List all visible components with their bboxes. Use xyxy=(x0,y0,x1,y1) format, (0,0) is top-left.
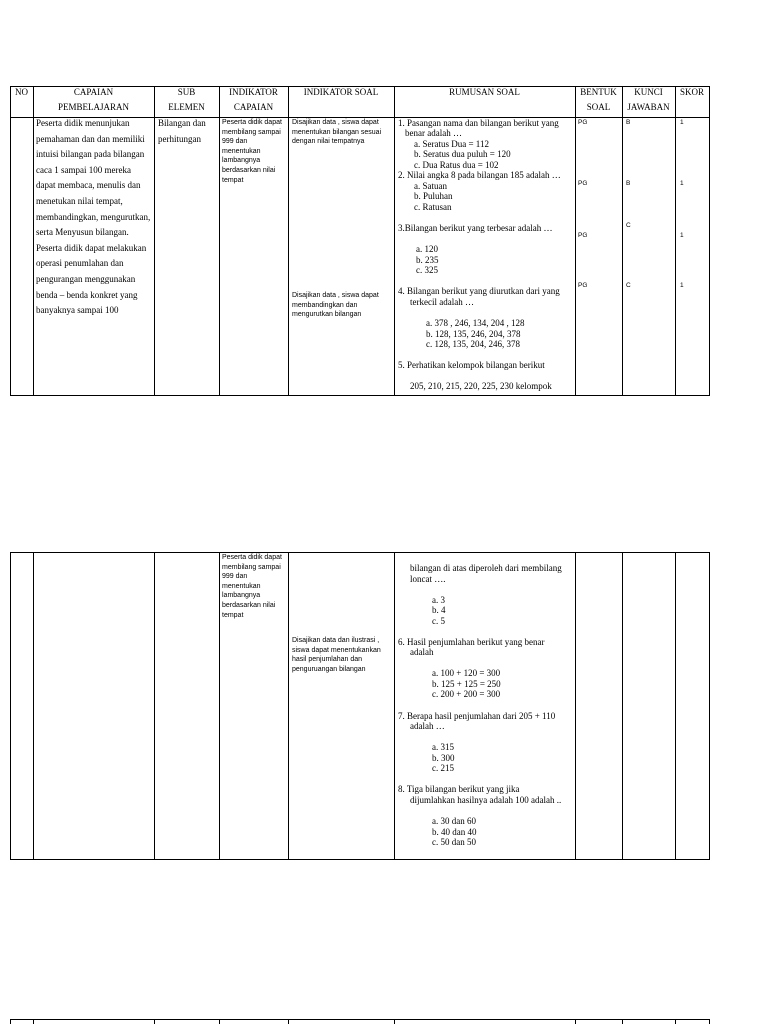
question-5-line-2: 205, 210, 215, 220, 225, 230 kelompok xyxy=(410,381,552,391)
header-no: NO xyxy=(15,87,28,97)
header-indikator: INDIKATOR xyxy=(229,87,278,97)
question-1-option-a: a. Seratus Dua = 112 xyxy=(414,139,489,149)
header-indikator-soal: INDIKATOR SOAL xyxy=(303,87,379,97)
header-bentuk: BENTUK xyxy=(580,87,617,97)
question-7-option-b: b. 300 xyxy=(432,753,455,763)
question-3-option-b: b. 235 xyxy=(416,255,439,265)
bentuk-soal-4: PG xyxy=(578,282,588,289)
question-1-option-b: b. Seratus dua puluh = 120 xyxy=(414,149,511,159)
indikator-capaian-text: Peserta didik dapat membilang sampai 999 dan menentukan lambangnya berdasarkan nilai tempat xyxy=(222,119,282,184)
question-1-line-1: 1. Pasangan nama dan bilangan berikut yang xyxy=(398,118,559,128)
question-2-option-c: c. Ratusan xyxy=(414,202,452,212)
question-6-line-2: adalah xyxy=(410,647,434,657)
header-kunci: KUNCI xyxy=(634,87,663,97)
header-sub: SUB xyxy=(177,87,196,97)
kunci-jawaban-2: B xyxy=(626,180,631,187)
indikator-soal-text-3: Disajikan data dan ilustrasi , siswa dapat menentukankan hasil penjumlahan dan penguruangan bilangan xyxy=(292,637,381,673)
question-3-line-1: 3.Bilangan berikut yang terbesar adalah … xyxy=(398,223,553,233)
question-3-option-a: a. 120 xyxy=(416,244,438,254)
question-5-line-3: bilangan di atas diperoleh dari membilang xyxy=(410,563,562,573)
skor-2: 1 xyxy=(680,180,684,187)
question-1-option-c: c. Dua Ratus dua = 102 xyxy=(414,160,499,170)
header-soal: SOAL xyxy=(586,102,611,112)
header-jawaban: JAWABAN xyxy=(627,102,670,112)
indikator-capaian-text-2: Peserta didik dapat membilang sampai 999 dan menentukan lambangnya berdasarkan nilai tempat xyxy=(222,554,282,619)
skor-4: 1 xyxy=(680,282,684,289)
skor-1: 1 xyxy=(680,119,684,126)
question-3-option-c: c. 325 xyxy=(416,265,438,275)
question-1-line-2: benar adalah … xyxy=(405,128,462,138)
question-8-option-c: c. 50 dan 50 xyxy=(432,837,476,847)
question-5-line-4: loncat …. xyxy=(410,574,446,584)
kunci-jawaban-1: B xyxy=(626,119,631,126)
header-pembelajaran: PEMBELAJARAN xyxy=(57,102,129,112)
question-5-line-1: 5. Perhatikan kelompok bilangan berikut xyxy=(398,360,545,370)
question-6-option-b: b. 125 + 125 = 250 xyxy=(432,679,501,689)
question-6-line-1: 6. Hasil penjumlahan berikut yang benar xyxy=(398,637,545,647)
question-4-option-a: a. 378 , 246, 134, 204 , 128 xyxy=(426,318,525,328)
indikator-soal-text-1: Disajikan data , siswa dapat menentukan bilangan sesuai dengan nilai tempatnya xyxy=(292,119,382,146)
indikator-soal-text-2: Disajikan data , siswa dapat membandingkan dan mengurutkan bilangan xyxy=(292,292,379,319)
bentuk-soal-3: PG xyxy=(578,232,588,239)
header-indikator-capaian: CAPAIAN xyxy=(233,102,274,112)
question-4-option-c: c. 128, 135, 204, 246, 378 xyxy=(426,339,520,349)
kunci-jawaban-4: C xyxy=(626,282,631,289)
question-8-option-a: a. 30 dan 60 xyxy=(432,816,476,826)
kunci-jawaban-3: C xyxy=(626,222,631,229)
bentuk-soal-2: PG xyxy=(578,180,588,187)
header-skor: SKOR xyxy=(679,87,704,97)
question-5-option-a: a. 3 xyxy=(432,595,445,605)
question-8-option-b: b. 40 dan 40 xyxy=(432,827,477,837)
question-2-line-1: 2. Nilai angka 8 pada bilangan 185 adalah … xyxy=(398,170,561,180)
sub-elemen-text: Bilangan dan perhitungan xyxy=(158,118,206,144)
question-5-option-c: c. 5 xyxy=(432,616,445,626)
question-6-option-a: a. 100 + 120 = 300 xyxy=(432,668,501,678)
skor-3: 1 xyxy=(680,232,684,239)
question-2-option-b: b. Puluhan xyxy=(414,191,453,201)
header-elemen: ELEMEN xyxy=(168,102,205,112)
bentuk-soal-1: PG xyxy=(578,119,588,126)
question-6-option-c: c. 200 + 200 = 300 xyxy=(432,689,501,699)
question-7-option-a: a. 315 xyxy=(432,742,454,752)
question-8-line-2: dijumlahkan hasilnya adalah 100 adalah .. xyxy=(410,795,562,805)
question-8-line-1: 8. Tiga bilangan berikut yang jika xyxy=(398,784,520,794)
question-4-option-b: b. 128, 135, 246, 204, 378 xyxy=(426,329,521,339)
header-capaian: CAPAIAN xyxy=(73,87,114,97)
question-4-line-2: terkecil adalah … xyxy=(410,297,474,307)
question-5-option-b: b. 4 xyxy=(432,605,446,615)
capaian-pembelajaran-text: Peserta didik menunjukan pemahaman dan dan memiliki intuisi bilangan pada bilangan caca 1 sampai 100 mereka dapat membaca, menulis dan menetukan nilai tempat, membandingkan, mengurutkan, serta Menyusun bilangan. Peserta didik dapat melakukan operasi penumlahan dan pengurangan menggunakan benda – benda konkret yang banyaknya sampai 100 xyxy=(36,118,151,316)
question-7-line-1: 7. Berapa hasil penjumlahan dari 205 + 110 xyxy=(398,711,556,721)
question-4-line-1: 4. Bilangan berikut yang diurutkan dari yang xyxy=(398,286,560,296)
question-2-option-a: a. Satuan xyxy=(414,181,447,191)
question-7-option-c: c. 215 xyxy=(432,763,454,773)
header-rumusan-soal: RUMUSAN SOAL xyxy=(449,87,520,97)
question-7-line-2: adalah … xyxy=(410,721,445,731)
